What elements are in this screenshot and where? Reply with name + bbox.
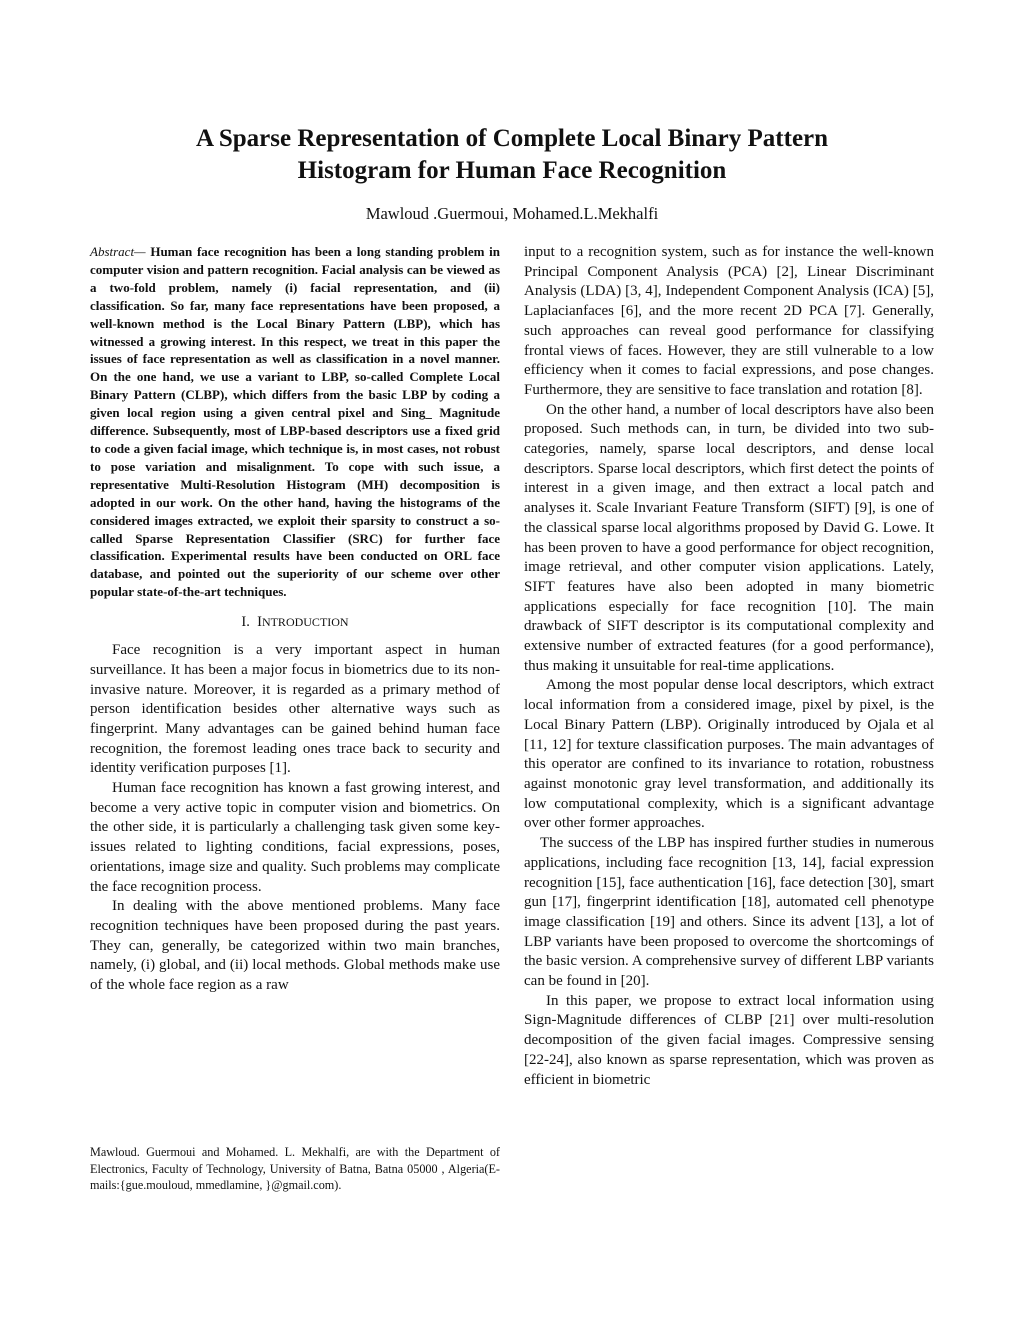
right-column (524, 243, 934, 1090)
intro-paragraph-5: Among the most popular dense local descriptors, which extract local information from a considered image, pixel by pixel, is the Local Binary Pattern (LBP). Originally introduced by Ojala et al [11, 12] for texture classification purposes. The main advantages of this operator are confined to its invariance to rotation, robustness against monotonic gray level transformation, and additionally its low computational complexity, which is a significant advantage over other former approaches. (524, 677, 934, 832)
section-number: I. (241, 614, 250, 631)
intro-paragraph-4: On the other hand, a number of local descriptors have also been proposed. Such methods can, in turn, be divided into two sub-categories, namely, sparse local descriptors, and dense local descriptors. Sparse local descriptors, which first detect the points of interest in a given image, and then extract a local patch and analyses it. Scale Invariant Feature Transform (SIFT) [9], is one of the classical sparse local algorithms proposed by David G. Lowe. It has been proven to have a good performance for object recognition, image retrieval, and other computer vision applications. Lately, SIFT features have also been adopted in many biometric applications especially for face recognition [10]. The main drawback of SIFT descriptor is its computational complexity and extensive number of extracted features (for a good performance), thus making it unsuitable for real-time applications. (524, 401, 934, 674)
abstract (90, 243, 500, 601)
intro-paragraph-7: In this paper, we propose to extract local information using Sign-Magnitude differences of CLBP [21] over multi-resolution decomposition of the given facial images. Compressive sensing [22-24], also known as sparse representation, which was proven as efficient in biometric (524, 992, 934, 1088)
intro-paragraph-6: The success of the LBP has inspired further studies in numerous applications, including face recognition [13, 14], facial expression recognition [15], face authentication [16], face detection [30], smart gun [17], fingerprint identification [18], automated cell phenotype image classification [19] and others. Since its advent [13], a lot of LBP variants have been proposed to overcome the shortcomings of the basic version. A comprehensive survey of different LBP variants can be found in [20]. (524, 835, 934, 990)
paper-authors: Mawloud .Guermoui, Mohamed.L.Mekhalfi (365, 204, 659, 223)
abstract-lead: Abstract— (90, 244, 146, 259)
abstract-body: Human face recognition has been a long standing problem in computer vision and pattern recognition. Facial analysis can be viewed as a two-fold problem, namely (i) facial representation, and (ii) classification. So far, many face representations have been proposed, a well-known method is the Local Binary Pattern (LBP), which has witnessed a growing interest. In this respect, we treat in this paper the issues of face representation as well as classification in a novel manner. On the one hand, we use a variant to LBP, so-called Complete Local Binary Pattern (CLBP), which differs from the basic LBP by coding a given local region using a given central pixel and Sing_ Magnitude difference. Subsequently, most of LBP-based descriptors use a fixed grid to code a given facial image, which technique is, in most cases, not robust to pose variation and misalignment. To cope with such issue, a representative Multi-Resolution Histogram (MH) decomposition is adopted in our work. On the other hand, having the histograms of the considered images extracted, we exploit their sparsity to construct a so-called Sparse Representation Classifier (SRC) for further face classification. Experimental results have been conducted on ORL face database, and pointed out the superiority of our scheme over other popular state-of-the-art techniques. (90, 244, 500, 600)
intro-paragraph-2: Human face recognition has known a fast growing interest, and become a very active topic in computer vision and biometrics. On the other side, it is particularly a challenging task given some key-issues related to lighting conditions, facial expressions, poses, orientations, image size and quality. Such problems may complicate the face recognition process. (90, 780, 500, 895)
footnote: Mawloud. Guermoui and Mohamed. L. Mekhalfi, are with the Department of Electronics, Faculty of Technology, University of Batna, Batna 05000 , Algeria(E-mails:{gue.mouloud, mmedlamine, }@gmail.com). (90, 1145, 500, 1192)
paper-title (0, 123, 1024, 187)
section-heading-introduction (90, 612, 500, 632)
paper-title-line-2: Histogram for Human Face Recognition (297, 157, 727, 184)
intro-paragraph-1: Face recognition is a very important aspect in human surveillance. It has been a major focus in biometrics due to its non-invasive nature. Moreover, it is regarded as a primary method of person identification besides other alternative ways such as fingerprint. Many advantages can be gained behind human face recognition, the foremost leading ones trace back to security and identity verification purposes [1]. (90, 642, 500, 777)
section-title-rest: NTRODUCTION (261, 615, 349, 630)
section-title-initial: I (257, 614, 262, 631)
left-column (90, 243, 500, 996)
intro-paragraph-3: In dealing with the above mentioned problems. Many face recognition techniques have been proposed during the past years. They can, generally, be categorized within two main branches, namely, (i) global, and (ii) local methods. Global methods make use of the whole face region as a raw (90, 898, 500, 994)
intro-paragraph-continued: input to a recognition system, such as for instance the well-known Principal Component Analysis (PCA) [2], Linear Discriminant Analysis (LDA) [3, 4], Independent Component Analysis (ICA) [5], Laplacianfaces [6], and the more recent 2D PCA [7]. Generally, such approaches can reveal good performance for classifying frontal views of faces. However, they are still vulnerable to a low efficiency when it comes to facial expressions, and pose changes. Furthermore, they are sensitive to face translation and rotation [8]. (524, 244, 934, 398)
paper-title-line-1: A Sparse Representation of Complete Local Binary Pattern (195, 125, 829, 152)
